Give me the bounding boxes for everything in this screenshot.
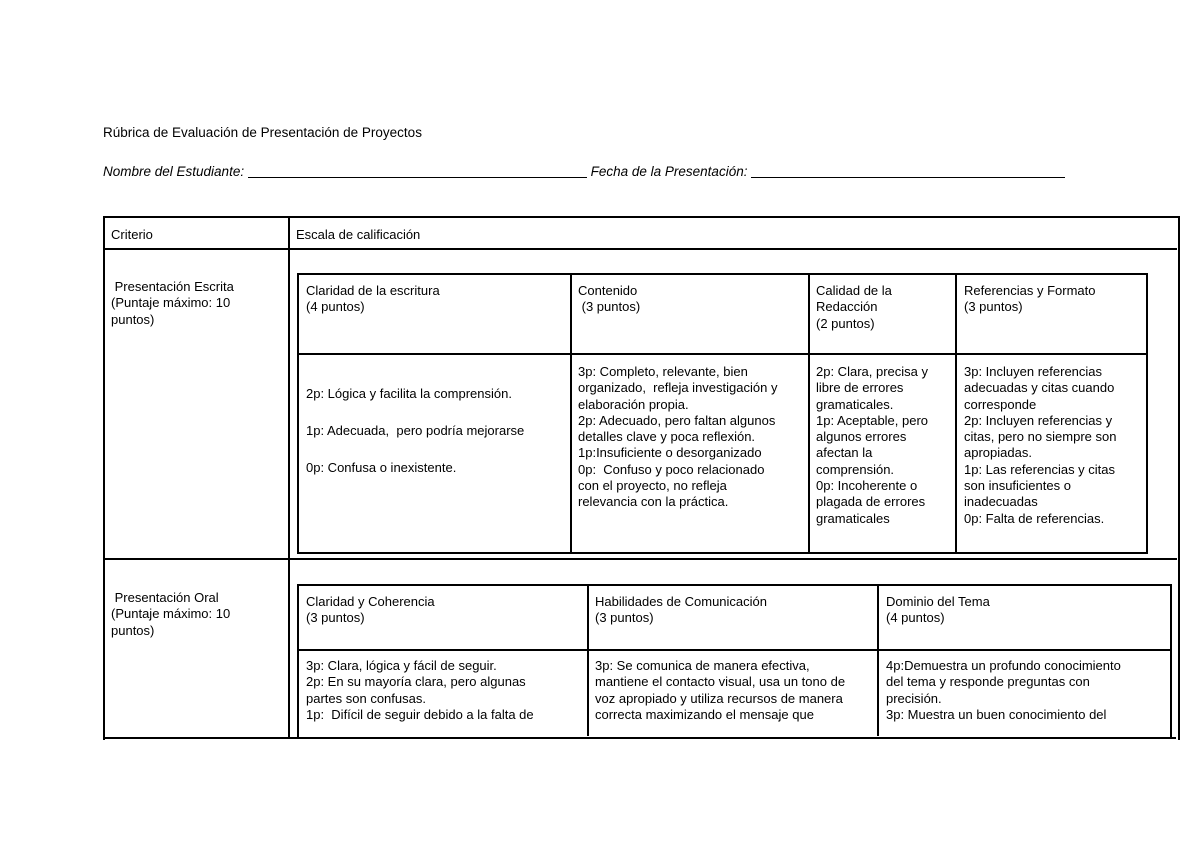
student-name-field[interactable]: [248, 163, 587, 178]
presentation-date-label: Fecha de la Presentación: [590, 164, 744, 179]
sub-head-contenido: Contenido (3 puntos): [578, 283, 641, 315]
student-info-line: Nombre del Estudiante: Fecha de la Presentación:: [103, 163, 1065, 179]
written-col-divider-3: [955, 273, 957, 552]
header-escala: Escala de calificación: [296, 227, 421, 242]
sub-body-claridad-coherencia: 3p: Clara, lógica y fácil de seguir. 2p: En su mayoría clara, pero algunas partes son confusas. 1p: Difícil de seguir debido a la falta de: [306, 658, 534, 722]
criterion-oral: Presentación Oral (Puntaje máximo: 10 puntos): [111, 590, 231, 638]
written-col-divider-1: [570, 273, 572, 552]
oral-col-divider-1: [587, 584, 589, 736]
sub-head-claridad-coherencia: Claridad y Coherencia (3 puntos): [306, 594, 435, 626]
sub-head-dominio-tema: Dominio del Tema (4 puntos): [886, 594, 990, 626]
sub-head-habilidades-comunicacion: Habilidades de Comunicación (3 puntos): [595, 594, 767, 626]
header-divider: [103, 248, 1177, 250]
sub-head-claridad-escritura: Claridad de la escritura (4 puntos): [306, 283, 440, 315]
column-divider: [288, 216, 290, 738]
row-divider: [103, 558, 1177, 560]
sub-body-calidad-redaccion: 2p: Clara, precisa y libre de errores gramaticales. 1p: Aceptable, pero algunos errores afectan la comprensión. 0p: Incoherente o plagada de errores gramaticales: [816, 364, 929, 526]
sub-body-claridad-escritura: 2p: Lógica y facilita la comprensión. 1p: Adecuada, pero podría mejorarse 0p: Confusa o inexistente.: [306, 386, 525, 476]
page-title: Rúbrica de Evaluación de Presentación de Proyectos: [103, 125, 422, 140]
oral-subtable-divider: [297, 649, 1170, 651]
student-name-label: Nombre del Estudiante: [103, 164, 241, 179]
written-col-divider-2: [808, 273, 810, 552]
criterion-written: Presentación Escrita (Puntaje máximo: 10 puntos): [111, 279, 234, 327]
sub-body-dominio-tema: 4p:Demuestra un profundo conocimiento del tema y responde preguntas con precisión. 3p: Muestra un buen conocimiento del: [886, 658, 1121, 722]
sub-body-habilidades-comunicacion: 3p: Se comunica de manera efectiva, mantiene el contacto visual, usa un tono de voz apropiado y utiliza recursos de manera correcta maximizando el mensaje que: [595, 658, 846, 722]
sub-body-contenido: 3p: Completo, relevante, bien organizado, refleja investigación y elaboración propia. 2p: Adecuado, pero faltan algunos detalles clave y poca reflexión. 1p:Insuficiente o desorganizado 0p: Confuso y poco relacionado con el proyecto, no refleja relevancia con la práctica.: [578, 364, 778, 510]
sub-body-referencias-formato: 3p: Incluyen referencias adecuadas y citas cuando corresponde 2p: Incluyen referencias y citas, pero no siempre son apropiadas. 1p: Las referencias y citas son insuficientes o inadecuadas 0p: Falta de referencias.: [964, 364, 1117, 526]
sub-head-referencias-formato: Referencias y Formato (3 puntos): [964, 283, 1096, 315]
oral-col-divider-2: [877, 584, 879, 736]
written-subtable-divider: [297, 353, 1146, 355]
presentation-date-field[interactable]: [751, 163, 1065, 178]
sub-head-calidad-redaccion: Calidad de la Redacción (2 puntos): [816, 283, 892, 331]
header-criterio: Criterio: [111, 227, 153, 242]
